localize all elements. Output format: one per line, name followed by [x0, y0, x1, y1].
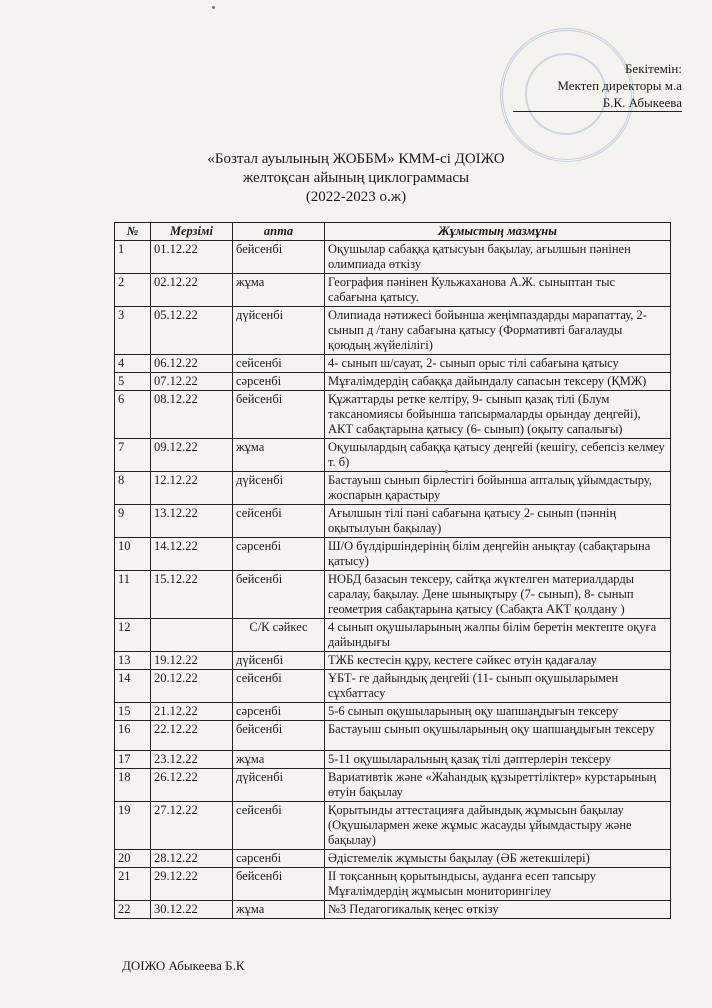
table-row: [115, 355, 671, 373]
cell-number: 10: [115, 538, 151, 571]
cell-number: 19: [115, 802, 151, 850]
cell-date: 06.12.22: [151, 355, 233, 373]
cell-content: Мұғалімдердің сабаққа дайындалу сапасын тексеру (ҚМЖ): [325, 373, 671, 391]
cell-date: 29.12.22: [151, 868, 233, 901]
cell-number: 22: [115, 901, 151, 919]
cell-weekday: жұма: [233, 751, 325, 769]
cell-number: 21: [115, 868, 151, 901]
cell-number: 2: [115, 274, 151, 307]
cell-number: 14: [115, 670, 151, 703]
table-row: [115, 850, 671, 868]
cell-content: Құжаттарды ретке келтіру, 9- сынып қазақ тілі (Блум таксаномиясы бойынша тапсырмаларды орындау деңгейі), АКТ сабақтарына қатысу (6- сынып) (оқыту сапалығы): [325, 391, 671, 439]
cell-weekday: С/К сәйкес: [233, 619, 325, 652]
cell-date: 02.12.22: [151, 274, 233, 307]
cell-content: География пәнінен Кульжаханова А.Ж. сыныптан тыс сабағына қатысу.: [325, 274, 671, 307]
cell-date: 07.12.22: [151, 373, 233, 391]
cell-number: 11: [115, 571, 151, 619]
cell-content: ТЖБ кестесін құру, кестеге сәйкес өтуін қадағалау: [325, 652, 671, 670]
table-row: [115, 373, 671, 391]
cell-weekday: бейсенбі: [233, 391, 325, 439]
cell-weekday: дүйсенбі: [233, 652, 325, 670]
cell-weekday: сәрсенбі: [233, 850, 325, 868]
cell-weekday: бейсенбі: [233, 868, 325, 901]
approval-position: Мектеп директоры м.а: [557, 78, 682, 93]
cell-weekday: сейсенбі: [233, 670, 325, 703]
table-row: [115, 274, 671, 307]
cell-weekday: дүйсенбі: [233, 769, 325, 802]
table-row: [115, 901, 671, 919]
cell-weekday: сәрсенбі: [233, 538, 325, 571]
cell-date: 13.12.22: [151, 505, 233, 538]
table-row: [115, 472, 671, 505]
cell-content: ІІ тоқсанның қорытындысы, ауданға есеп тапсыру Мұғалімдердің жұмысын мониторингілеу: [325, 868, 671, 901]
approval-block: [513, 60, 682, 112]
scan-speck: [445, 470, 448, 473]
cell-number: 17: [115, 751, 151, 769]
cyclogram-table: [114, 222, 671, 919]
cell-content: 4 сынып оқушыларының жалпы білім беретін мектепте оқуға дайындығы: [325, 619, 671, 652]
cell-date: [151, 619, 233, 652]
cell-date: 20.12.22: [151, 670, 233, 703]
table-row: [115, 439, 671, 472]
table-row: [115, 721, 671, 751]
table-row: [115, 619, 671, 652]
approval-label: Бекітемін:: [624, 61, 682, 76]
header-date: Мерзімі: [151, 223, 233, 241]
cell-weekday: дүйсенбі: [233, 472, 325, 505]
cell-date: 08.12.22: [151, 391, 233, 439]
table-row: [115, 802, 671, 850]
table-row: [115, 751, 671, 769]
cell-number: 5: [115, 373, 151, 391]
cell-content: Бастауыш сынып бірлестігі бойынша апталық ұйымдастыру, жоспарын қарастыру: [325, 472, 671, 505]
table-row: [115, 307, 671, 355]
document-title-line3: (2022-2023 о.ж): [305, 189, 407, 205]
cell-date: 15.12.22: [151, 571, 233, 619]
cell-number: 18: [115, 769, 151, 802]
cell-content: Вариативтік және «Жаһандық құзыреттіліктер» курстарының өтуін бақылау: [325, 769, 671, 802]
cell-date: 22.12.22: [151, 721, 233, 751]
cell-weekday: бейсенбі: [233, 571, 325, 619]
header-weekday: апта: [233, 223, 325, 241]
cell-number: 7: [115, 439, 151, 472]
cell-weekday: жұма: [233, 439, 325, 472]
cell-weekday: сейсенбі: [233, 505, 325, 538]
cell-date: 05.12.22: [151, 307, 233, 355]
approval-signatory: Б.К. Абыкеева: [513, 94, 682, 112]
scan-speck: [212, 6, 215, 9]
cell-weekday: сәрсенбі: [233, 373, 325, 391]
cell-number: 8: [115, 472, 151, 505]
cell-content: Әдістемелік жұмысты бақылау (ӘБ жетекшілері): [325, 850, 671, 868]
cell-weekday: сейсенбі: [233, 355, 325, 373]
cell-content: ҰБТ- ге дайындық деңгейі (11- сынып оқушыларымен сұхбаттасу: [325, 670, 671, 703]
cell-date: 27.12.22: [151, 802, 233, 850]
cell-weekday: жұма: [233, 901, 325, 919]
cell-weekday: бейсенбі: [233, 241, 325, 274]
cell-content: Оқушылар сабаққа қатысуын бақылау, ағылшын пәнінен олимпиада өткізу: [325, 241, 671, 274]
table-row: [115, 703, 671, 721]
cell-number: 4: [115, 355, 151, 373]
cell-weekday: бейсенбі: [233, 721, 325, 751]
cell-date: 01.12.22: [151, 241, 233, 274]
cell-number: 15: [115, 703, 151, 721]
table-row: [115, 391, 671, 439]
cell-content: Оқушылардың сабаққа қатысу деңгейі (кешігу, себепсіз келмеу т. б): [325, 439, 671, 472]
table-header-row: [115, 223, 671, 241]
cell-date: 09.12.22: [151, 439, 233, 472]
cell-number: 12: [115, 619, 151, 652]
cell-content: Бастауыш сынып оқушыларының оқу шапшаңдығын тексеру: [325, 721, 671, 751]
cell-content: Ағылшын тілі пәні сабағына қатысу 2- сынып (пәннің оқытылуын бақылау): [325, 505, 671, 538]
cell-weekday: дүйсенбі: [233, 307, 325, 355]
table-row: [115, 868, 671, 901]
cell-date: 12.12.22: [151, 472, 233, 505]
cell-content: 5-6 сынып оқушыларының оқу шапшаңдығын тексеру: [325, 703, 671, 721]
table-row: [115, 241, 671, 274]
table-body: [115, 241, 671, 919]
cell-date: 21.12.22: [151, 703, 233, 721]
table-row: [115, 652, 671, 670]
table-row: [115, 571, 671, 619]
cell-date: 26.12.22: [151, 769, 233, 802]
cell-number: 3: [115, 307, 151, 355]
cell-date: 30.12.22: [151, 901, 233, 919]
cell-content: 5-11 оқушыларальның қазақ тілі дәптерлерін тексеру: [325, 751, 671, 769]
footer-signature: ДОІЖО Абыкеева Б.К: [122, 958, 245, 973]
cell-content: Қорытынды аттестацияға дайындық жұмысын бақылау (Оқушылармен жеке жұмыс жасауды ұйымдастыру және бақылау): [325, 802, 671, 850]
cell-number: 16: [115, 721, 151, 751]
cell-weekday: сәрсенбі: [233, 703, 325, 721]
header-content: Жұмыстың мазмұны: [325, 223, 671, 241]
document-title-line2: желтоқсан айының циклограммасы: [242, 170, 470, 186]
cell-weekday: жұма: [233, 274, 325, 307]
cell-content: №3 Педагогикалық кеңес өткізу: [325, 901, 671, 919]
document-title-line1: «Бозтал ауылының ЖОББМ» КММ-сі ДОІЖО: [207, 151, 505, 167]
cell-content: Олипиада нәтижесі бойынша жеңімпаздарды марапаттау, 2- сынып д /тану сабағына қатысу (Формативті бағалауды қоюдың жүйелілігі): [325, 307, 671, 355]
cell-number: 1: [115, 241, 151, 274]
cell-number: 9: [115, 505, 151, 538]
table-row: [115, 670, 671, 703]
cell-weekday: сейсенбі: [233, 802, 325, 850]
table-row: [115, 538, 671, 571]
cell-content: Ш/О бүлдіршіндерінің білім деңгейін анықтау (сабақтарына қатысу): [325, 538, 671, 571]
table-row: [115, 769, 671, 802]
cell-date: 14.12.22: [151, 538, 233, 571]
cell-content: 4- сынып ш/сауат, 2- сынып орыс тілі сабағына қатысу: [325, 355, 671, 373]
header-number: №: [115, 223, 151, 241]
cell-number: 20: [115, 850, 151, 868]
cell-date: 19.12.22: [151, 652, 233, 670]
cell-content: НОБД базасын тексеру, сайтқа жүктелген материалдарды саралау, бақылау. Дене шынықтыру (7- сынып), 8- сынып геометрия сабақтарына қатысу (Сабақта АКТ қолдану ): [325, 571, 671, 619]
cell-number: 6: [115, 391, 151, 439]
cell-date: 28.12.22: [151, 850, 233, 868]
table-row: [115, 505, 671, 538]
cell-date: 23.12.22: [151, 751, 233, 769]
cell-number: 13: [115, 652, 151, 670]
